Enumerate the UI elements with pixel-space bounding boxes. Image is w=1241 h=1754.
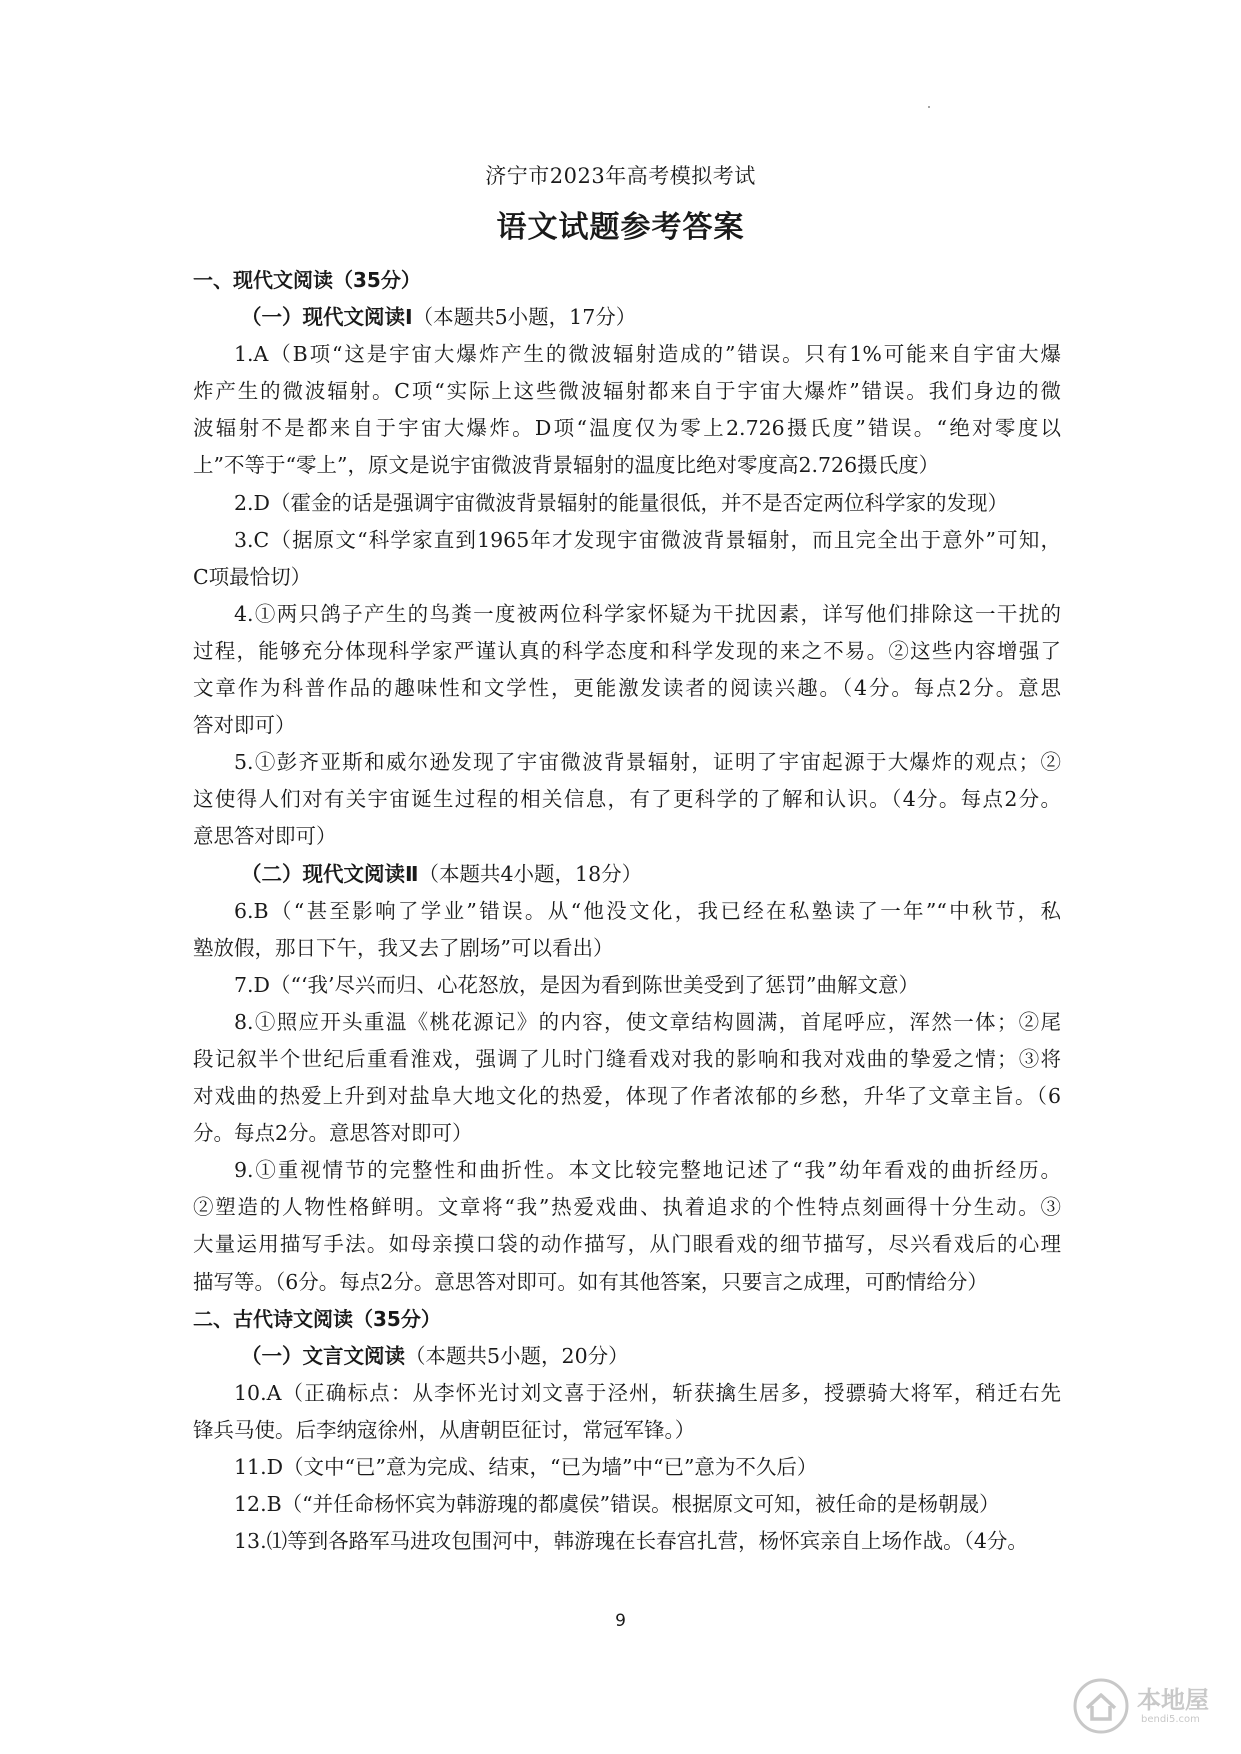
answer-line: 对戏曲的热爱上升到对盐阜大地文化的热爱，体现了作者浓郁的乡愁，升华了文章主旨。（6 (193, 1084, 1061, 1109)
answer-line: 4.①两只鸽子产生的鸟粪一度被两位科学家怀疑为干扰因素，详写他们排除这一干扰的 (234, 601, 1061, 626)
section-heading: 二、古代诗文阅读（35分） (193, 1306, 441, 1331)
answer-line: 13.⑴等到各路军马进攻包围河中，韩游瑰在长春宫扎营，杨怀宾亲自上场作战。（4分。 (234, 1529, 1028, 1554)
watermark-url: bendi5.com (1141, 1714, 1200, 1725)
section-heading: 一、现代文阅读（35分） (193, 268, 421, 292)
answer-line: 文章作为科普作品的趣味性和文学性，更能激发读者的阅读兴趣。（4分。每点2分。意思 (193, 676, 1061, 701)
document-title: 语文试题参考答案 (496, 210, 745, 245)
subsection-note: （本题共5小题，20分） (405, 1343, 629, 1368)
answer-line: 答对即可） (193, 713, 296, 738)
subsection-title: （二）现代文阅读Ⅱ (241, 861, 419, 886)
answer-line: 分。每点2分。意思答对即可） (193, 1121, 473, 1146)
answer-line: 1.A（B项“这是宇宙大爆炸产生的微波辐射造成的”错误。只有1%可能来自宇宙大爆 (234, 342, 1061, 367)
subsection-heading (193, 856, 1061, 893)
subsection-heading (193, 299, 1061, 336)
answer-line: 8.①照应开头重温《桃花源记》的内容，使文章结构圆满，首尾呼应，浑然一体；②尾 (234, 1009, 1061, 1034)
answer-line: 炸产生的微波辐射。C项“实际上这些微波辐射都来自于宇宙大爆炸”错误。我们身边的微 (193, 379, 1061, 404)
watermark-brand: 本地屋 (1137, 1686, 1209, 1714)
subsection-heading (193, 1338, 1061, 1375)
answer-line: 意思答对即可） (193, 824, 337, 849)
page-number: 9 (615, 1611, 626, 1631)
answer-line: 10.A（正确标点：从李怀光讨刘文喜于泾州，斩获擒生居多，授骠骑大将军，稍迁右先 (234, 1380, 1061, 1405)
answer-line: 5.①彭齐亚斯和威尔逊发现了宇宙微波背景辐射，证明了宇宙起源于大爆炸的观点；② (234, 750, 1061, 775)
answer-line: 7.D（“‘我’尽兴而归、心花怒放，是因为看到陈世美受到了惩罚”曲解文意） (234, 972, 919, 997)
answer-line: 9.①重视情节的完整性和曲折性。本文比较完整地记述了“我”幼年看戏的曲折经历。 (234, 1158, 1061, 1183)
subsection-title: （一）文言文阅读 (241, 1343, 405, 1368)
answer-line: 上”不等于“零上”，原文是说宇宙微波背景辐射的温度比绝对零度高2.726摄氏度） (193, 453, 940, 478)
house-logo-icon (1073, 1678, 1129, 1734)
answer-line: ②塑造的人物性格鲜明。文章将“我”热爱戏曲、执着追求的个性特点刻画得十分生动。③ (193, 1195, 1061, 1220)
answer-line: 过程，能够充分体现科学家严谨认真的科学态度和科学发现的来之不易。②这些内容增强了 (193, 638, 1061, 663)
answer-line: 11.D（文中“已”意为完成、结束，“已为墙”中“已”意为不久后） (234, 1455, 818, 1479)
answer-line: 塾放假，那日下午，我又去了剧场”可以看出） (193, 935, 614, 960)
scan-speck (928, 106, 930, 108)
watermark (1073, 1672, 1223, 1740)
subsection-title: （一）现代文阅读Ⅰ (241, 305, 413, 330)
answer-body (193, 262, 1061, 1560)
answer-line: 大量运用描写手法。如母亲摸口袋的动作描写，从门眼看戏的细节描写，尽兴看戏后的心理 (193, 1232, 1061, 1257)
answer-line: 6.B（“甚至影响了学业”错误。从“他没文化，我已经在私塾读了一年”“中秋节，私 (234, 898, 1061, 923)
answer-line: 段记叙半个世纪后重看淮戏，强调了儿时门缝看戏对我的影响和我对戏曲的挚爱之情；③将 (193, 1046, 1061, 1071)
answer-line: 锋兵马使。后李纳寇徐州，从唐朝臣征讨，常冠军锋。） (193, 1417, 696, 1442)
answer-line: 波辐射不是都来自于宇宙大爆炸。D项“温度仅为零上2.726摄氏度”错误。“绝对零度以 (193, 416, 1061, 441)
subsection-note: （本题共4小题，18分） (418, 861, 643, 886)
answer-line: 2.D（霍金的话是强调宇宙微波背景辐射的能量很低，并不是否定两位科学家的发现） (234, 490, 1008, 515)
subsection-note: （本题共5小题，17分） (412, 305, 637, 330)
answer-line: C项最恰切） (193, 564, 312, 589)
answer-line: 这使得人们对有关宇宙诞生过程的相关信息，有了更科学的了解和认识。（4分。每点2分。 (193, 787, 1061, 812)
answer-line: 12.B（“并任命杨怀宾为韩游瑰的都虞侯”错误。根据原文可知，被任命的是杨朝晟） (234, 1492, 1000, 1517)
exam-title: 济宁市2023年高考模拟考试 (485, 164, 756, 188)
answer-line: 3.C（据原文“科学家直到1965年才发现宇宙微波背景辐射，而且完全出于意外”可知， (234, 527, 1061, 552)
answer-line: 描写等。（6分。每点2分。意思答对即可。如有其他答案，只要言之成理，可酌情给分） (193, 1269, 988, 1294)
